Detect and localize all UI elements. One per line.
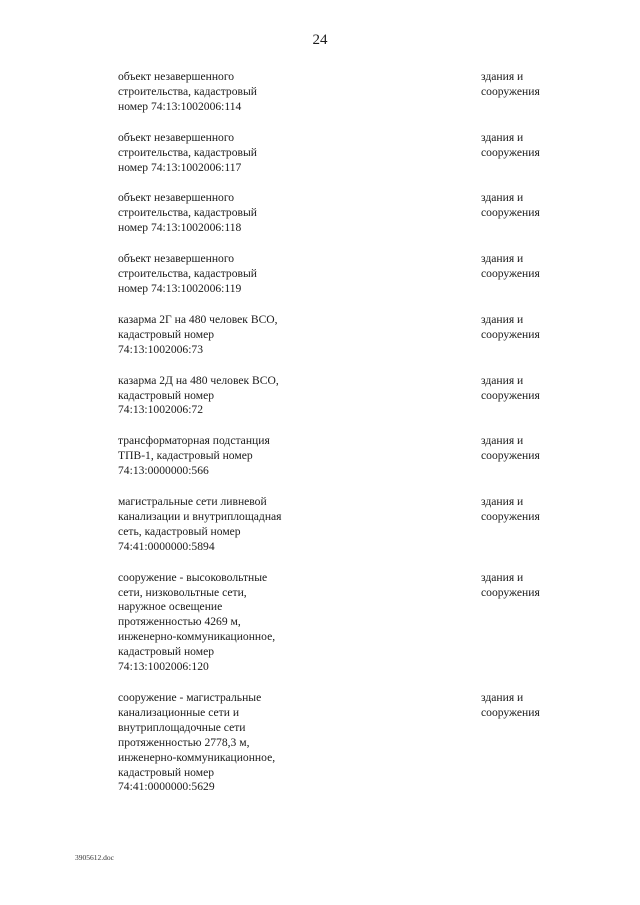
property-name: магистральные сети ливневой канализации и внутриплощадная сеть, кадастровый номер 74:41:0000000:5894: [118, 495, 282, 553]
property-name: трансформаторная подстанция ТПВ-1, кадастровый номер 74:13:0000000:566: [118, 434, 270, 478]
list-item: [118, 374, 578, 419]
property-name: объект незавершенного строительства, кадастровый номер 74:13:1002006:114: [118, 70, 257, 113]
list-item: [118, 571, 578, 675]
property-name: объект незавершенного строительства, кадастровый номер 74:13:1002006:118: [118, 191, 257, 235]
property-category: здания и сооружения: [481, 434, 540, 463]
property-category: здания и сооружения: [481, 130, 540, 159]
property-category: здания и сооружения: [481, 70, 540, 98]
property-category: здания и сооружения: [481, 570, 540, 599]
property-name: казарма 2Д на 480 человек ВСО, кадастровый номер 74:13:1002006:72: [118, 373, 279, 417]
list-item: [118, 691, 578, 795]
list-item: [118, 313, 578, 358]
property-name: сооружение - магистральные канализационные сети и внутриплощадочные сети протяженностью 2778,3 м, инженерно-коммуникационное, кадастровый номер 74:41:0000000:5629: [118, 691, 276, 794]
property-name: сооружение - высоковольтные сети, низковольтные сети, наружное освещение протяженностью 4269 м, инженерно-коммуникационное, кадастровый номер 74:13:1002006:120: [118, 570, 276, 674]
property-category: здания и сооружения: [481, 495, 540, 523]
property-name: объект незавершенного строительства, кадастровый номер 74:13:1002006:119: [118, 252, 257, 295]
property-name: объект незавершенного строительства, кадастровый номер 74:13:1002006:117: [118, 130, 257, 174]
property-list: [118, 70, 578, 811]
list-item: [118, 191, 578, 236]
page-number: 24: [312, 32, 328, 48]
footer-filename: 3905612.doc: [75, 853, 114, 862]
property-category: здания и сооружения: [481, 191, 540, 220]
list-item: [118, 434, 578, 479]
list-item: [118, 131, 578, 176]
property-category: здания и сооружения: [481, 691, 540, 719]
property-category: здания и сооружения: [481, 252, 540, 281]
property-category: здания и сооружения: [481, 312, 540, 341]
list-item: [118, 495, 578, 555]
property-category: здания и сооружения: [481, 373, 540, 402]
list-item: [118, 70, 578, 115]
property-name: казарма 2Г на 480 человек ВСО, кадастровый номер 74:13:1002006:73: [118, 312, 278, 356]
list-item: [118, 252, 578, 297]
